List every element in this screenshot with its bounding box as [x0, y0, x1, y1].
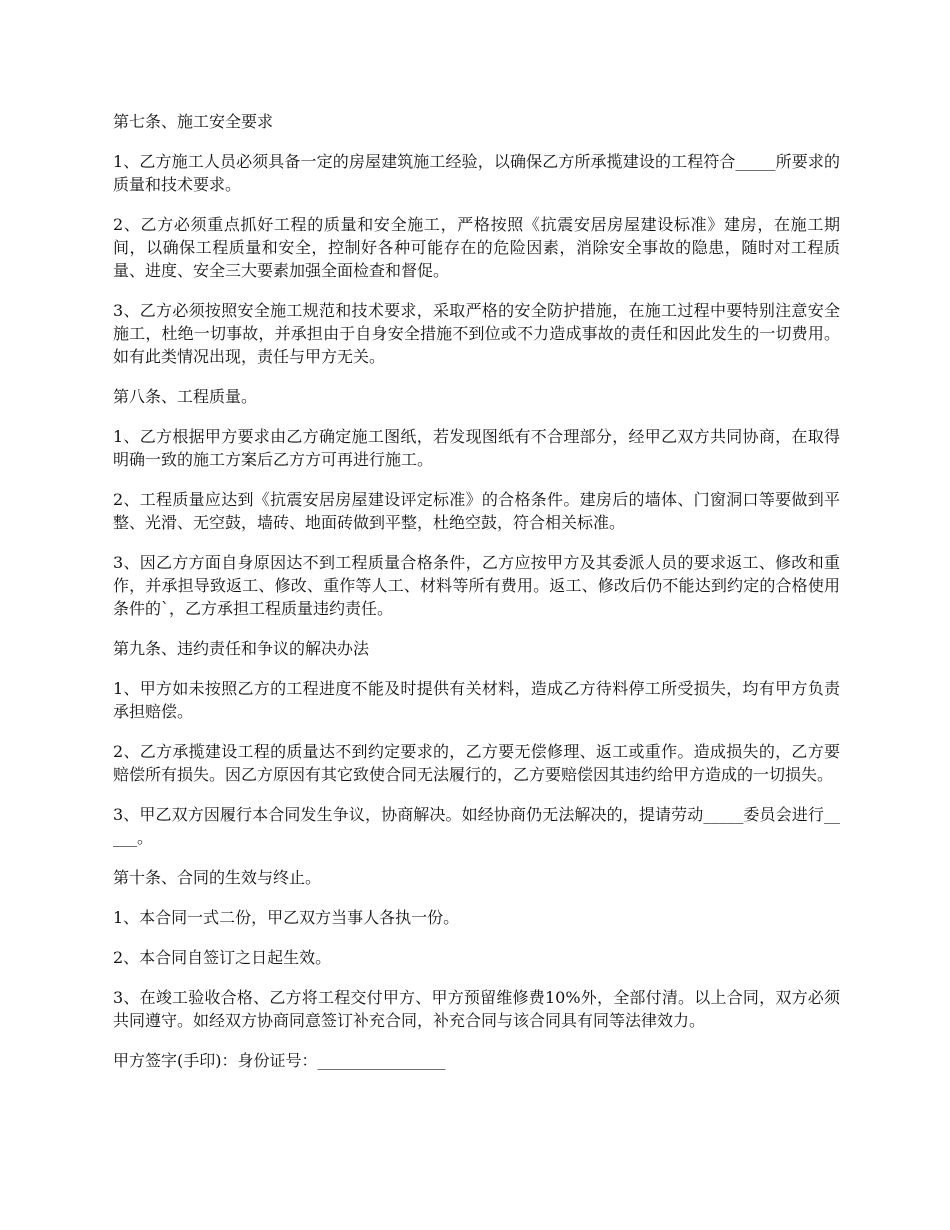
section-heading-7: 第七条、施工安全要求	[113, 112, 274, 131]
document-page	[113, 110, 840, 1089]
clause-7-3: 3、乙方必须按照安全施工规范和技术要求，采取严格的安全防护措施，在施工过程中要特别注意安全施工，杜绝一切事故，并承担由于自身安全措施不到位或不力造成事故的责任和因此发生的一切费用。如有此类情况出现，责任与甲方无关。	[113, 301, 840, 366]
section-heading-8: 第八条、工程质量。	[113, 387, 258, 406]
clause-9-2: 2、乙方承揽建设工程的质量达不到约定要求的，乙方要无偿修理、返工或重作。造成损失的，乙方要赔偿所有损失。因乙方原因有其它致使合同无法履行的，乙方要赔偿因其违约给甲方造成的一切损失。	[113, 742, 840, 784]
clause-10-2: 2、本合同自签订之日起生效。	[113, 948, 332, 967]
clause-9-3: 3、甲乙双方因履行本合同发生争议，协商解决。如经协商仍无法解决的，提请劳动_____委员会进行_____。	[113, 805, 840, 847]
clause-8-1: 1、乙方根据甲方要求由乙方确定施工图纸，若发现图纸有不合理部分，经甲乙双方共同协商，在取得明确一致的施工方案后乙方方可再进行施工。	[113, 427, 840, 469]
clause-7-1: 1、乙方施工人员必须具备一定的房屋建筑施工经验，以确保乙方所承揽建设的工程符合_____所要求的质量和技术要求。	[113, 152, 840, 194]
clause-9-1: 1、甲方如未按照乙方的工程进度不能及时提供有关材料，造成乙方待料停工所受损失，均有甲方负责承担赔偿。	[113, 679, 840, 721]
clause-8-2: 2、工程质量应达到《抗震安居房屋建设评定标准》的合格条件。建房后的墙体、门窗洞口等要做到平整、光滑、无空鼓，墙砖、地面砖做到平整，杜绝空鼓，符合相关标准。	[113, 490, 840, 532]
clause-10-1: 1、本合同一式二份，甲乙双方当事人各执一份。	[113, 908, 460, 927]
clause-7-2: 2、乙方必须重点抓好工程的质量和安全施工，严格按照《抗震安居房屋建设标准》建房，在施工期间，以确保工程质量和安全，控制好各种可能存在的危险因素，消除安全事故的隐患，随时对工程质量、进度、安全三大要素加强全面检查和督促。	[113, 215, 840, 280]
clause-10-3: 3、在竣工验收合格、乙方将工程交付甲方、甲方预留维修费10%外，全部付清。以上合同，双方必须共同遵守。如经双方协商同意签订补充合同，补充合同与该合同具有同等法律效力。	[113, 988, 840, 1030]
section-heading-9: 第九条、违约责任和争议的解决办法	[113, 639, 370, 658]
section-heading-10: 第十条、合同的生效与终止。	[113, 868, 322, 887]
clause-8-3: 3、因乙方方面自身原因达不到工程质量合格条件，乙方应按甲方及其委派人员的要求返工、修改和重作，并承担导致返工、修改、重作等人工、材料等所有费用。返工、修改后仍不能达到约定的合格使用条件的`，乙方承担工程质量违约责任。	[113, 553, 840, 618]
party-a-signature-line: 甲方签字(手印)：身份证号：________________	[113, 1051, 446, 1070]
